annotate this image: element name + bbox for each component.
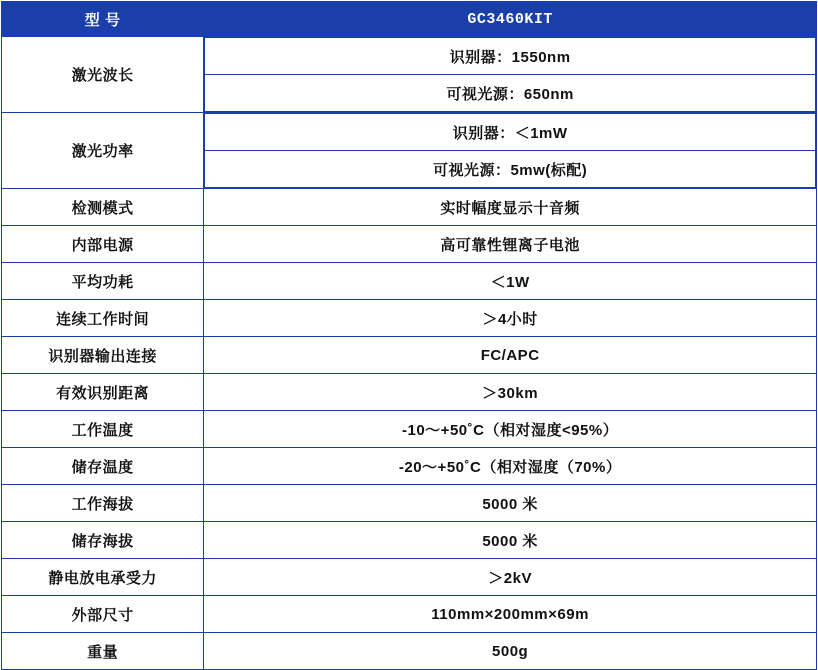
table-row [2, 485, 817, 522]
row-value: 识别器：＜1mW [205, 114, 816, 151]
table-row [2, 559, 817, 596]
sub-value-row [205, 38, 816, 75]
row-value: 可视光源：5mw(标配) [205, 151, 816, 188]
row-label: 连续工作时间 [2, 300, 204, 337]
row-value: 5000 米 [204, 485, 817, 522]
row-label: 静电放电承受力 [2, 559, 204, 596]
row-label: 平均功耗 [2, 263, 204, 300]
sub-value-table [204, 37, 816, 112]
row-value-group [204, 37, 817, 113]
table-row [2, 113, 817, 189]
table-row [2, 448, 817, 485]
table-row [2, 337, 817, 374]
table-row [2, 633, 817, 670]
row-label: 检测模式 [2, 189, 204, 226]
row-label: 外部尺寸 [2, 596, 204, 633]
sub-value-row [205, 114, 816, 151]
table-row [2, 596, 817, 633]
table-header [2, 2, 817, 37]
row-label: 工作海拔 [2, 485, 204, 522]
header-cell-model-value: GC3460KIT [204, 2, 817, 37]
row-value: ＜1W [204, 263, 817, 300]
row-value: FC/APC [204, 337, 817, 374]
row-value: ＞4小时 [204, 300, 817, 337]
header-cell-model: 型 号 [2, 2, 204, 37]
table-header-row [2, 2, 817, 37]
row-label: 重量 [2, 633, 204, 670]
row-value: 可视光源：650nm [205, 75, 816, 112]
row-value: 5000 米 [204, 522, 817, 559]
sub-value-row [205, 151, 816, 188]
row-value: ＞30km [204, 374, 817, 411]
table-row [2, 263, 817, 300]
table-row [2, 226, 817, 263]
table-body [2, 37, 817, 670]
row-label: 激光功率 [2, 113, 204, 189]
table-row [2, 37, 817, 113]
row-label: 识别器输出连接 [2, 337, 204, 374]
table-row [2, 411, 817, 448]
table-row [2, 522, 817, 559]
row-value: 500g [204, 633, 817, 670]
row-value: -20～+50˚C（相对湿度（70%） [204, 448, 817, 485]
row-value: 高可靠性锂离子电池 [204, 226, 817, 263]
row-label: 储存海拔 [2, 522, 204, 559]
row-label: 激光波长 [2, 37, 204, 113]
sub-value-row [205, 75, 816, 112]
row-value-group [204, 113, 817, 189]
row-value: ＞2kV [204, 559, 817, 596]
specification-table [1, 1, 817, 670]
row-label: 有效识别距离 [2, 374, 204, 411]
row-value: 识别器：1550nm [205, 38, 816, 75]
table-row [2, 189, 817, 226]
row-value: 实时幅度显示十音频 [204, 189, 817, 226]
table-row [2, 374, 817, 411]
table-row [2, 300, 817, 337]
sub-value-table [204, 113, 816, 188]
row-value: 110mm×200mm×69m [204, 596, 817, 633]
row-label: 储存温度 [2, 448, 204, 485]
row-value: -10～+50˚C（相对湿度<95%） [204, 411, 817, 448]
row-label: 工作温度 [2, 411, 204, 448]
row-label: 内部电源 [2, 226, 204, 263]
